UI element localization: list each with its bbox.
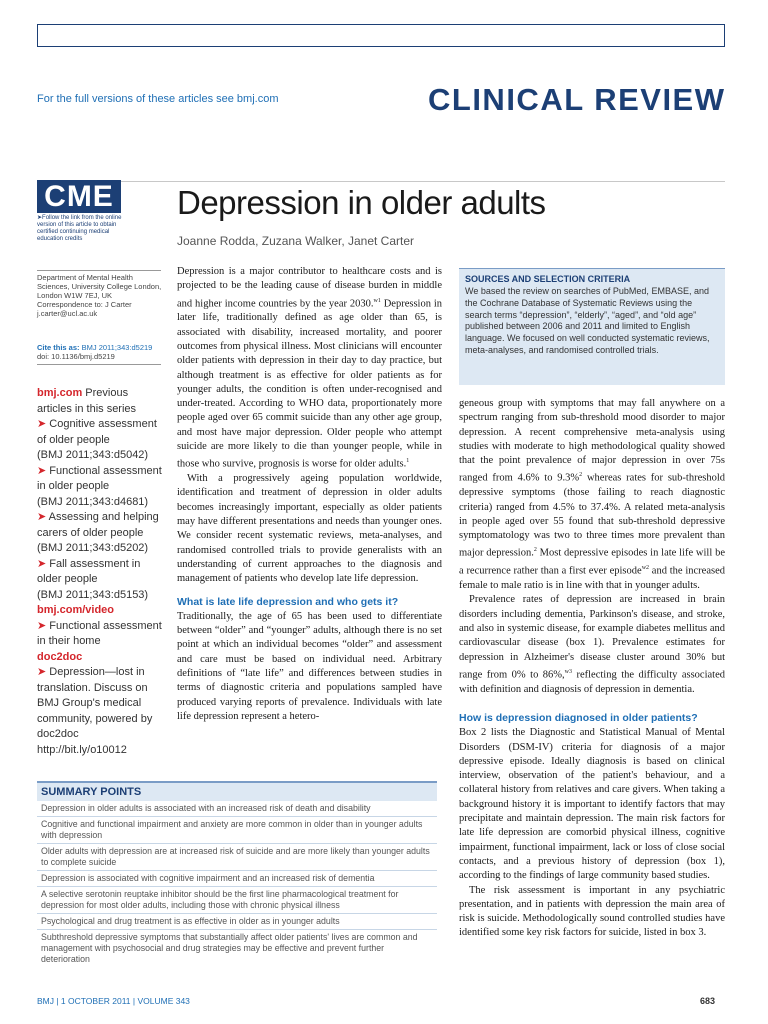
- list-item[interactable]: ➤ Functional assessment in their home: [37, 619, 162, 647]
- summary-title: SUMMARY POINTS: [37, 783, 437, 801]
- bmjcom-label[interactable]: bmj.com: [37, 387, 83, 399]
- divider: [37, 364, 161, 365]
- affiliation: [37, 273, 165, 318]
- list-item[interactable]: ➤ Cognitive assessment of older people (BMJ 2011;343:d5042): [37, 418, 157, 461]
- sources-title: SOURCES AND SELECTION CRITERIA: [465, 274, 631, 284]
- article-title: Depression in older adults: [177, 184, 546, 221]
- summary-item: Psychological and drug treatment is as effective in older as in younger adults: [37, 914, 437, 930]
- article-authors: Joanne Rodda, Zuzana Walker, Janet Carter: [177, 234, 415, 248]
- bullet-arrow-icon: ➤: [37, 511, 47, 523]
- list-item[interactable]: ➤ Functional assessment in older people (BMJ 2011;343:d4681): [37, 464, 162, 508]
- list-item[interactable]: ➤ Fall assessment in older people (BMJ 2011;343:d5153): [37, 557, 149, 601]
- section-heading: What is late life depression and who gets it?: [177, 595, 399, 608]
- divider: [37, 181, 725, 182]
- sources-text: We based the review on searches of PubMed, EMBASE, and the Cochrane Database of Systematic Reviews using the search terms “depression”, “elderly”, “aged”, and “old age” published between 2006 and 2011 and limited to English language. We focused on well conducted systematic reviews, meta-analyses, and randomised controlled trials.: [465, 286, 710, 355]
- body-column-1: [177, 265, 442, 785]
- affiliation-text: Department of Mental Health Sciences, University College London, London W1W 7EJ, UK: [37, 273, 162, 300]
- summary-points-box: [37, 781, 437, 986]
- list-item[interactable]: ➤ Depression—lost in translation. Discuss on BMJ Group's medical community, powered by doc2doc http://bit.ly/o10012: [37, 666, 153, 756]
- summary-item: Depression in older adults is associated with an increased risk of death and disability: [37, 801, 437, 817]
- bullet-arrow-icon: ➤: [37, 418, 47, 430]
- summary-item: Subthreshold depressive symptoms that substantially affect older patients' lives are common and management with psychosocial and drug strategies may be effective and prevent further deterioration: [41, 932, 418, 964]
- paragraph: Box 2 lists the Diagnostic and Statistical Manual of Mental Disorders (DSM-IV) criteria for diagnosis of a major depressive episode. Ideally diagnosis is based on clinical interview, observation of the patient's behaviour, and a collateral history from relatives and care givers. When taking a background history it is important to identify factors that may precipitate and maintain depression. The main risk factors for late life depression are comorbid physical illness, cognitive impairment, functional impairment, lack or loss of close social contacts, and a previous history of depression (box 1), according to the findings of large community based studies.: [459, 727, 725, 882]
- related-articles: [37, 386, 162, 758]
- cme-logo: CME: [37, 180, 121, 213]
- citation: [37, 343, 152, 361]
- summary-item: A selective serotonin reuptake inhibitor should be the first line pharmacological treatment for depression for most older adults, including those with chronic physical illness: [37, 887, 437, 914]
- cme-note: ➤Follow the link from the online version of this article to obtain certified continuing medical education credits: [37, 215, 122, 242]
- footer-journal: BMJ | 1 OCTOBER 2011 | VOLUME 343: [37, 996, 190, 1006]
- full-versions-link[interactable]: For the full versions of these articles see bmj.com: [37, 93, 279, 105]
- paragraph: geneous group with symptoms that may fall anywhere on a spectrum ranging from sub-threshold mood disorder to major depression. A recent comprehensive meta-analysis using studies with moderate to high methodological quality showed that the point prevalence of major depression in over 75s ranged from 4.6% to 9.3%$^2$ whereas rates for sub-threshold depressive symptoms (those failing to reach diagnostic criteria) ranged from 4.5% to 37.4%. A related meta-analysis in people aged over 55 found that sub-threshold depressive symptomatology was two to three times more prevalent than major depression.$^2$ Most depressive episodes in late life will be a recurrence rather than a first ever episode$^{w2}$ and the increased female to male ratio is in line with that in younger adults.: [459, 398, 726, 592]
- arrow-icon: ➤: [37, 215, 43, 221]
- bullet-arrow-icon: ➤: [37, 557, 47, 570]
- paragraph: Depression is a major contributor to healthcare costs and is projected to be the leading cause of disease burden in middle and higher income countries by the year 2030.$^{w1}$ Depression in later life, traditionally defined as age older than 65, is associated with disability, increased mortality, and poorer outcomes from physical illness. Most clinicians will encounter older patients with depression in their day to day practice, but although treatment is as effective for older patients as for younger adults, the condition is often under-recognised and under-treated. According to WHO data, proportionately more people aged over 65 commit suicide than any other age group, and most have major depression. Older people who attempt suicide are more likely to die than younger people, while in those who survive, prognosis is worse for older adults.$^1$: [177, 266, 442, 470]
- doi: doi: 10.1136/bmj.d5219: [37, 352, 115, 361]
- summary-item: Depression is associated with cognitive impairment and an increased risk of dementia: [37, 871, 437, 887]
- paragraph: The risk assessment is important in any psychiatric presentation, and in patients with depression the main area of risk is suicide. Methodologically sound controlled studies have identified some key risk factors for suicide, listed in box 3.: [459, 884, 725, 939]
- doc2doc-label[interactable]: doc2doc: [37, 650, 83, 663]
- section-heading: How is depression diagnosed in older patients?: [459, 711, 698, 724]
- paragraph: Prevalence rates of depression are increased in brain disorders including dementia, Parkinson's disease, and stroke, and also in systemic disease, for example diabetes mellitus and cardiovascular disease (box 1). Prevalence estimates for depression in Alzheimer's disease cluster around 30% but range from 0% to 86%,$^{w3}$ reflecting the difficulty associated with definition and diagnosis of depression in dementia.: [459, 594, 725, 695]
- summary-item: Cognitive and functional impairment and anxiety are more common in older than in younger adults with depression: [37, 817, 437, 844]
- page-number: 683: [700, 996, 716, 1006]
- section-title: CLINICAL REVIEW: [428, 82, 726, 117]
- paragraph: With a progressively ageing population worldwide, identification and treatment of depression in older adults becomes increasingly important, especially as older patients may have different presentations and needs than younger ones. We consider recent systematic reviews, meta-analyses, and randomised controlled trials to provide generalists with an understanding of current approaches to the diagnosis and management of patients who develop late life depression.: [177, 473, 442, 585]
- summary-item: Older adults with depression are at increased risk of suicide and are more likely than younger adults to complete suicide: [37, 844, 437, 871]
- divider: [37, 270, 161, 271]
- bullet-arrow-icon: ➤: [37, 619, 47, 632]
- cite-ref: BMJ 2011;343:d5219: [81, 343, 153, 352]
- header-box: [37, 24, 725, 47]
- sources-box: [459, 268, 725, 385]
- bullet-arrow-icon: ➤: [37, 464, 47, 477]
- cite-label: Cite this as:: [37, 343, 80, 352]
- paragraph: Traditionally, the age of 65 has been used to differentiate between “older” and “younger” adults, although there is no set point at which an individual becomes “older” and assessment and care must be based on individual need. Arbitrary definitions of “late life” and differences between studies in terms of diagnostic criteria and populations sampled have produced varying reports of prevalence. Individuals with late life depression represent a hetero-: [177, 610, 442, 722]
- body-column-2: [459, 397, 725, 997]
- list-item[interactable]: ➤ Assessing and helping carers of older people (BMJ 2011;343:d5202): [37, 511, 159, 554]
- bmjcom-text: Previous articles in this series: [37, 387, 137, 415]
- correspondence: Correspondence to: J Carter j.carter@ucl.ac.uk: [37, 300, 132, 318]
- bullet-arrow-icon: ➤: [37, 666, 47, 678]
- video-label[interactable]: bmj.com/video: [37, 604, 115, 616]
